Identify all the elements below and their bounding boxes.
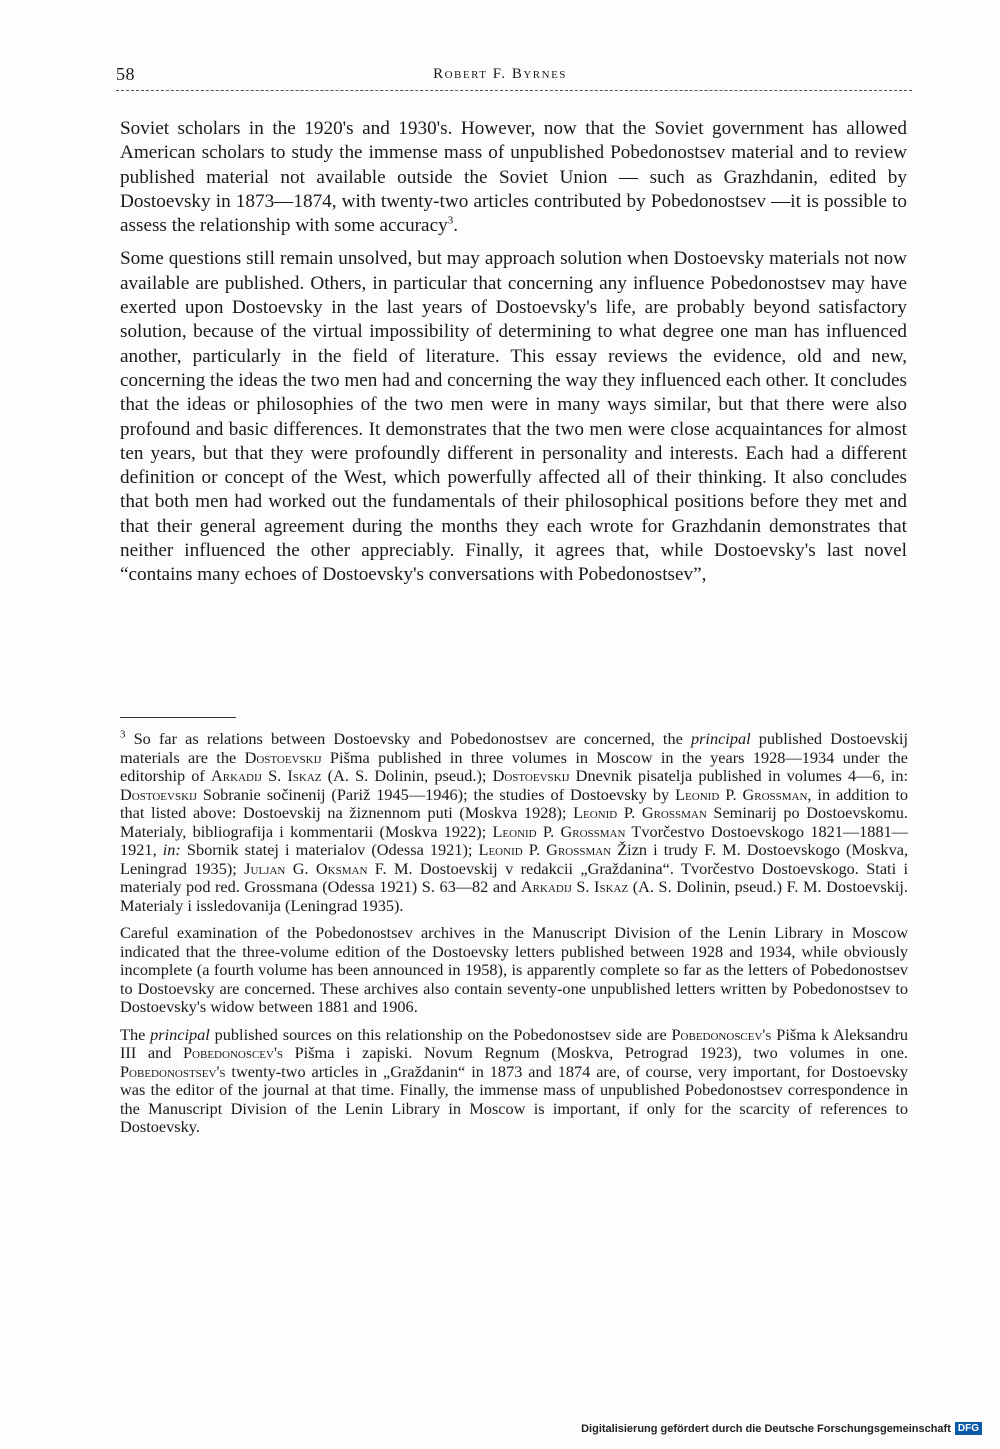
fn-text: So far as relations between Dostoevsky and Pobedonostsev are concerned, the (125, 729, 691, 748)
fn-text: Sbornik statej i materialov (Odessa 1921); (180, 840, 479, 859)
footnote-3 (120, 730, 908, 915)
footnote-marker: 3 (120, 728, 126, 741)
fn-author: Arkadij S. Iskaz (211, 766, 322, 785)
dfg-logo-icon: DFG (955, 1422, 982, 1435)
fn-italic: principal (150, 1024, 210, 1044)
fn-text: Pišma k Aleksandru III and (120, 1024, 909, 1062)
body-text (120, 117, 907, 588)
fn-author: Leonid P. Grossman (573, 803, 707, 822)
fn-text: Tvorčestvo Dostoevskogo 1821—1881—1921, (120, 821, 909, 859)
fn-author: Dostoevskij (492, 766, 570, 785)
dfg-banner (581, 1422, 982, 1435)
paragraph-1-text: Soviet scholars in the 1920's and 1930's. However, now that the Soviet government has allowed American scholars to study the immense mass of unpublished Pobedonostsev material and to review published material not available outside the Soviet Union — such as Grazhdanin, edited by Dostoevsky in 1873—1874, with twenty-two articles contributed by Pobedonostsev —it is possible to assess the relationship with some accuracy (120, 118, 907, 237)
fn-author: Dostoevskij (120, 784, 197, 804)
fn-author: Arkadij S. Iskaz (520, 877, 629, 896)
fn-text: (A. S. Dolinin, pseud.); (321, 766, 493, 785)
fn-text: The (120, 1024, 151, 1044)
fn-text: twenty-two articles in „Graždanin“ in 1873 and 1874 are, of course, very important, for Dostoevsky was the editor of the journal at that time. Finally, the immense mass of unpublished Pobedonostsev correspondence in the Manuscript Division of the Lenin Library in Moscow is important, if only for the scarcity of references to Dostoevsky. (120, 1061, 908, 1136)
header-rule (116, 90, 912, 91)
footnotes (120, 730, 908, 1137)
fn-author: Dostoevskij (244, 747, 322, 767)
fn-text: Dnevnik pisatelja published in volumes 4—6, in: (569, 766, 908, 785)
fn-author: Juljan G. Oksman (244, 858, 368, 878)
paragraph-2: Some questions still remain unsolved, but may approach solution when Dostoevsky materials not now available are published. Others, in particular that concerning any influence Pobedonostsev may have exerted upon Dostoevsky in the last years of Dostoevsky's life, are probably beyond satisfactory solution, because of the virtual impossibility of determining to what degree one man has influenced another, particularly in the field of literature. This essay reviews the evidence, old and new, concerning the ideas the two men had and concerning the way they influenced each other. It concludes that the ideas or philosophies of the two men were in many ways similar, but that there were also profound and basic differences. It demonstrates that the two men were close acquaintances for almost ten years, but that they were profoundly different in personality and interests. Each had a different definition or concept of the West, which powerfully affected all of their thinking. It also concludes that both men had worked out the fundamentals of their philosophical positions before they met and that their general agreement during the months they each wrote for Grazhdanin demonstrates that neither influenced the other appreciably. Finally, it agrees that, while Dostoevsky's last novel “contains many echoes of Dostoevsky's conversations with Pobedonostsev”, (120, 248, 907, 586)
fn-text: (A. S. Dolinin, pseud.) F. M. Dostoevskij. Materialy i issledovanija (Leningrad 1935). (120, 877, 908, 915)
fn-author: Pobedonoscev's (671, 1024, 772, 1044)
fn-text: F. M. Dostoevskij v redakcii „Graždanina“. Tvorčestvo Dostoevskogo. Stati i materialy pod red. Grossmana (Odessa 1921) S. 63—82 and (120, 858, 908, 896)
footnote-ref-3[interactable]: 3 (447, 214, 454, 227)
fn-italic: in: (162, 840, 181, 859)
paragraph-1 (120, 117, 907, 238)
fn-author: Leonid P. Grossman (675, 784, 808, 804)
fn-text: published Dostoevskij materials are the (120, 729, 908, 767)
fn-italic: principal (690, 729, 751, 748)
fn-text: Pišma i zapiski. Novum Regnum (Moskva, Petrograd 1923), two volumes in one. (283, 1043, 908, 1062)
fn-text: Sobranie sočinenij (Pariž 1945—1946); the studies of Dostoevsky by (196, 784, 676, 804)
running-head: Robert F. Byrnes (433, 66, 567, 82)
page-number: 58 (116, 64, 135, 84)
fn-text: Pišma published in three volumes in Moscow in the years 1928—1934 under the editorship of (120, 747, 909, 785)
paragraph-1-end: . (453, 215, 458, 237)
footnote-rule (120, 717, 236, 718)
footnote-paragraph-2: Careful examination of the Pobedonostsev archives in the Manuscript Division of the Lenin Library in Moscow indicated that the three-volume edition of the Dostoevsky letters published between 1928 and 1934, while obviously incomplete (a fourth volume has been announced in 1958), is apparently complete so far as the letters of Pobedonostsev to Dostoevsky are concerned. These archives also contain seventy-one unpublished letters written by Pobedonostsev to Dostoevsky's widow between 1881 and 1906. (120, 923, 908, 1016)
fn-author: Leonid P. Grossman (492, 821, 626, 841)
fn-text: Žizn i trudy F. M. Dostoevskogo (Moskva, Leningrad 1935); (120, 840, 909, 878)
fn-author: Pobedonoscev's (183, 1043, 283, 1062)
fn-author: Leonid P. Grossman (478, 840, 612, 859)
fn-text: published sources on this relationship on the Pobedonostsev side are (209, 1024, 672, 1044)
fn-text: Seminarij po Dostoevskomu. Materialy, bibliografija i kommentarii (Moskva 1922); (120, 803, 909, 841)
fn-text: , in addition to that listed above: Dostoevskij na žiznennom puti (Moskva 1928); (120, 784, 909, 822)
dfg-banner-text: Digitalisierung gefördert durch die Deutsche Forschungsgemeinschaft (581, 1422, 951, 1435)
fn-author: Pobedonostsev's (120, 1061, 226, 1081)
footnote-paragraph-3 (120, 1026, 908, 1137)
